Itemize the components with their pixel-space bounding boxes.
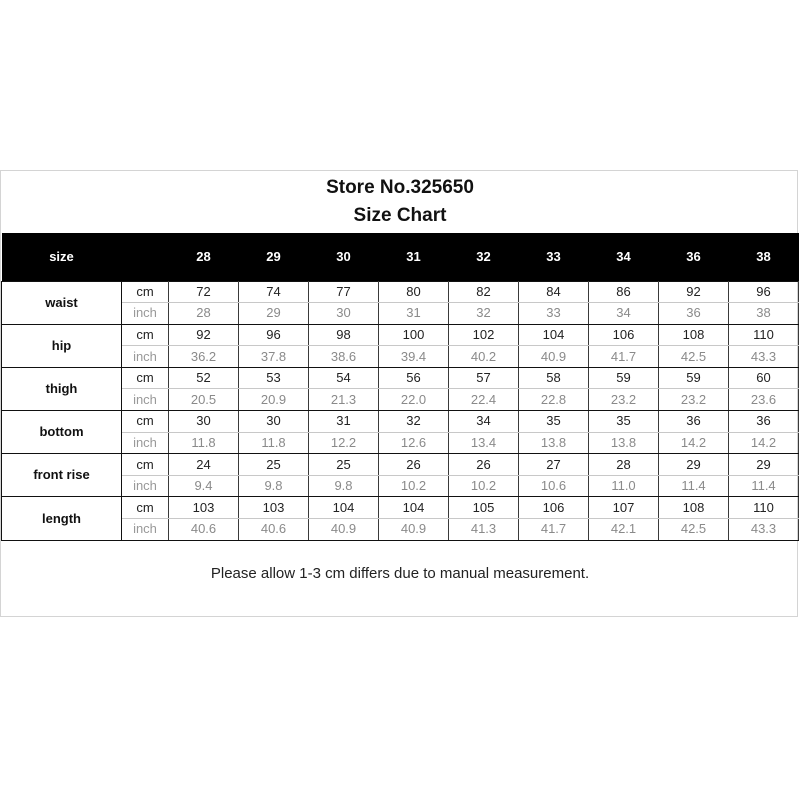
inch-value-cell: 22.0: [379, 389, 449, 411]
cm-value-cell: 92: [169, 324, 239, 346]
cm-value-cell: 86: [589, 281, 659, 303]
inch-value-cell: 13.8: [519, 432, 589, 454]
inch-value-cell: 30: [309, 303, 379, 325]
table-row: [2, 432, 799, 454]
measurement-label: front rise: [2, 454, 122, 497]
inch-value-cell: 21.3: [309, 389, 379, 411]
unit-cm-label: cm: [122, 454, 169, 476]
cm-value-cell: 100: [379, 324, 449, 346]
inch-value-cell: 40.6: [239, 519, 309, 541]
inch-value-cell: 37.8: [239, 346, 309, 368]
unit-cm-label: cm: [122, 411, 169, 433]
table-row: [2, 281, 799, 303]
inch-value-cell: 11.0: [589, 475, 659, 497]
size-chart-table: [1, 233, 799, 541]
inch-value-cell: 11.4: [729, 475, 799, 497]
chart-title: Size Chart: [353, 205, 447, 226]
cm-value-cell: 108: [659, 497, 729, 519]
size-header-cell: 33: [546, 249, 561, 265]
inch-value-cell: 39.4: [379, 346, 449, 368]
unit-inch-label: inch: [122, 346, 169, 368]
inch-value-cell: 38: [729, 303, 799, 325]
inch-value-cell: 40.6: [169, 519, 239, 541]
unit-cm-label: cm: [122, 497, 169, 519]
inch-value-cell: 29: [239, 303, 309, 325]
inch-value-cell: 9.8: [309, 475, 379, 497]
inch-value-cell: 36: [659, 303, 729, 325]
inch-value-cell: 10.2: [449, 475, 519, 497]
unit-inch-label: inch: [122, 432, 169, 454]
inch-value-cell: 10.2: [379, 475, 449, 497]
cm-value-cell: 32: [379, 411, 449, 433]
measurement-label: waist: [2, 281, 122, 324]
cm-value-cell: 104: [309, 497, 379, 519]
inch-value-cell: 38.6: [309, 346, 379, 368]
table-row: [2, 411, 799, 433]
cm-value-cell: 34: [449, 411, 519, 433]
cm-value-cell: 60: [729, 367, 799, 389]
table-row: [2, 324, 799, 346]
unit-inch-label: inch: [122, 303, 169, 325]
inch-value-cell: 41.3: [449, 519, 519, 541]
cm-value-cell: 106: [519, 497, 589, 519]
table-row: [2, 454, 799, 476]
cm-value-cell: 80: [379, 281, 449, 303]
table-row: [2, 346, 799, 368]
cm-value-cell: 82: [449, 281, 519, 303]
inch-value-cell: 11.8: [239, 432, 309, 454]
unit-header: [122, 233, 169, 281]
chart-body: [2, 281, 799, 540]
inch-value-cell: 31: [379, 303, 449, 325]
inch-value-cell: 40.2: [449, 346, 519, 368]
cm-value-cell: 25: [239, 454, 309, 476]
size-header-cell: 36: [686, 249, 701, 265]
inch-value-cell: 12.6: [379, 432, 449, 454]
unit-cm-label: cm: [122, 367, 169, 389]
inch-value-cell: 41.7: [589, 346, 659, 368]
inch-value-cell: 32: [449, 303, 519, 325]
inch-value-cell: 10.6: [519, 475, 589, 497]
cm-value-cell: 108: [659, 324, 729, 346]
measurement-label: hip: [2, 324, 122, 367]
size-header-cell: 28: [196, 249, 211, 265]
cm-value-cell: 72: [169, 281, 239, 303]
inch-value-cell: 13.4: [449, 432, 519, 454]
size-header-cell: 32: [476, 249, 491, 265]
cm-value-cell: 92: [659, 281, 729, 303]
inch-value-cell: 40.9: [309, 519, 379, 541]
inch-value-cell: 23.2: [659, 389, 729, 411]
table-row: [2, 303, 799, 325]
cm-value-cell: 103: [169, 497, 239, 519]
store-title: Store No.325650: [326, 177, 474, 198]
inch-value-cell: 14.2: [729, 432, 799, 454]
table-row: [2, 389, 799, 411]
cm-value-cell: 96: [239, 324, 309, 346]
cm-value-cell: 105: [449, 497, 519, 519]
cm-value-cell: 35: [589, 411, 659, 433]
inch-value-cell: 34: [589, 303, 659, 325]
cm-value-cell: 26: [449, 454, 519, 476]
measurement-label: thigh: [2, 367, 122, 410]
table-row: [2, 497, 799, 519]
cm-value-cell: 36: [729, 411, 799, 433]
cm-value-cell: 52: [169, 367, 239, 389]
inch-value-cell: 42.5: [659, 346, 729, 368]
inch-value-cell: 20.9: [239, 389, 309, 411]
inch-value-cell: 22.8: [519, 389, 589, 411]
inch-value-cell: 11.8: [169, 432, 239, 454]
size-header-cell: 34: [616, 249, 631, 265]
inch-value-cell: 14.2: [659, 432, 729, 454]
cm-value-cell: 31: [309, 411, 379, 433]
cm-value-cell: 29: [659, 454, 729, 476]
table-row: [2, 367, 799, 389]
table-row: [2, 475, 799, 497]
unit-cm-label: cm: [122, 324, 169, 346]
inch-value-cell: 36.2: [169, 346, 239, 368]
cm-value-cell: 25: [309, 454, 379, 476]
inch-value-cell: 9.4: [169, 475, 239, 497]
title-block: [0, 174, 800, 230]
cm-value-cell: 29: [729, 454, 799, 476]
cm-value-cell: 35: [519, 411, 589, 433]
cm-value-cell: 110: [729, 324, 799, 346]
cm-value-cell: 77: [309, 281, 379, 303]
cm-value-cell: 58: [519, 367, 589, 389]
cm-value-cell: 103: [239, 497, 309, 519]
measurement-label: length: [2, 497, 122, 540]
size-header-cell: 38: [756, 249, 771, 265]
cm-value-cell: 57: [449, 367, 519, 389]
cm-value-cell: 110: [729, 497, 799, 519]
cm-value-cell: 54: [309, 367, 379, 389]
cm-value-cell: 107: [589, 497, 659, 519]
cm-value-cell: 74: [239, 281, 309, 303]
cm-value-cell: 24: [169, 454, 239, 476]
cm-value-cell: 30: [169, 411, 239, 433]
inch-value-cell: 42.1: [589, 519, 659, 541]
inch-value-cell: 20.5: [169, 389, 239, 411]
inch-value-cell: 41.7: [519, 519, 589, 541]
measurement-note: Please allow 1-3 cm differs due to manual measurement.: [210, 565, 590, 582]
inch-value-cell: 23.2: [589, 389, 659, 411]
cm-value-cell: 30: [239, 411, 309, 433]
cm-value-cell: 27: [519, 454, 589, 476]
unit-inch-label: inch: [122, 389, 169, 411]
cm-value-cell: 28: [589, 454, 659, 476]
measurement-label: bottom: [2, 411, 122, 454]
inch-value-cell: 28: [169, 303, 239, 325]
inch-value-cell: 43.3: [729, 519, 799, 541]
size-header: size: [49, 249, 74, 265]
cm-value-cell: 106: [589, 324, 659, 346]
inch-value-cell: 12.2: [309, 432, 379, 454]
inch-value-cell: 40.9: [379, 519, 449, 541]
cm-value-cell: 104: [379, 497, 449, 519]
inch-value-cell: 42.5: [659, 519, 729, 541]
inch-value-cell: 43.3: [729, 346, 799, 368]
cm-value-cell: 98: [309, 324, 379, 346]
cm-value-cell: 59: [659, 367, 729, 389]
inch-value-cell: 11.4: [659, 475, 729, 497]
inch-value-cell: 22.4: [449, 389, 519, 411]
inch-value-cell: 13.8: [589, 432, 659, 454]
cm-value-cell: 96: [729, 281, 799, 303]
cm-value-cell: 53: [239, 367, 309, 389]
unit-inch-label: inch: [122, 475, 169, 497]
inch-value-cell: 23.6: [729, 389, 799, 411]
cm-value-cell: 56: [379, 367, 449, 389]
inch-value-cell: 40.9: [519, 346, 589, 368]
inch-value-cell: 33: [519, 303, 589, 325]
cm-value-cell: 36: [659, 411, 729, 433]
cm-value-cell: 26: [379, 454, 449, 476]
size-header-cell: 29: [266, 249, 281, 265]
table-row: [2, 519, 799, 541]
cm-value-cell: 104: [519, 324, 589, 346]
cm-value-cell: 102: [449, 324, 519, 346]
unit-inch-label: inch: [122, 519, 169, 541]
cm-value-cell: 84: [519, 281, 589, 303]
size-header-cell: 31: [406, 249, 421, 265]
size-header-cell: 30: [336, 249, 351, 265]
unit-cm-label: cm: [122, 281, 169, 303]
cm-value-cell: 59: [589, 367, 659, 389]
inch-value-cell: 9.8: [239, 475, 309, 497]
header-row: [2, 233, 799, 281]
